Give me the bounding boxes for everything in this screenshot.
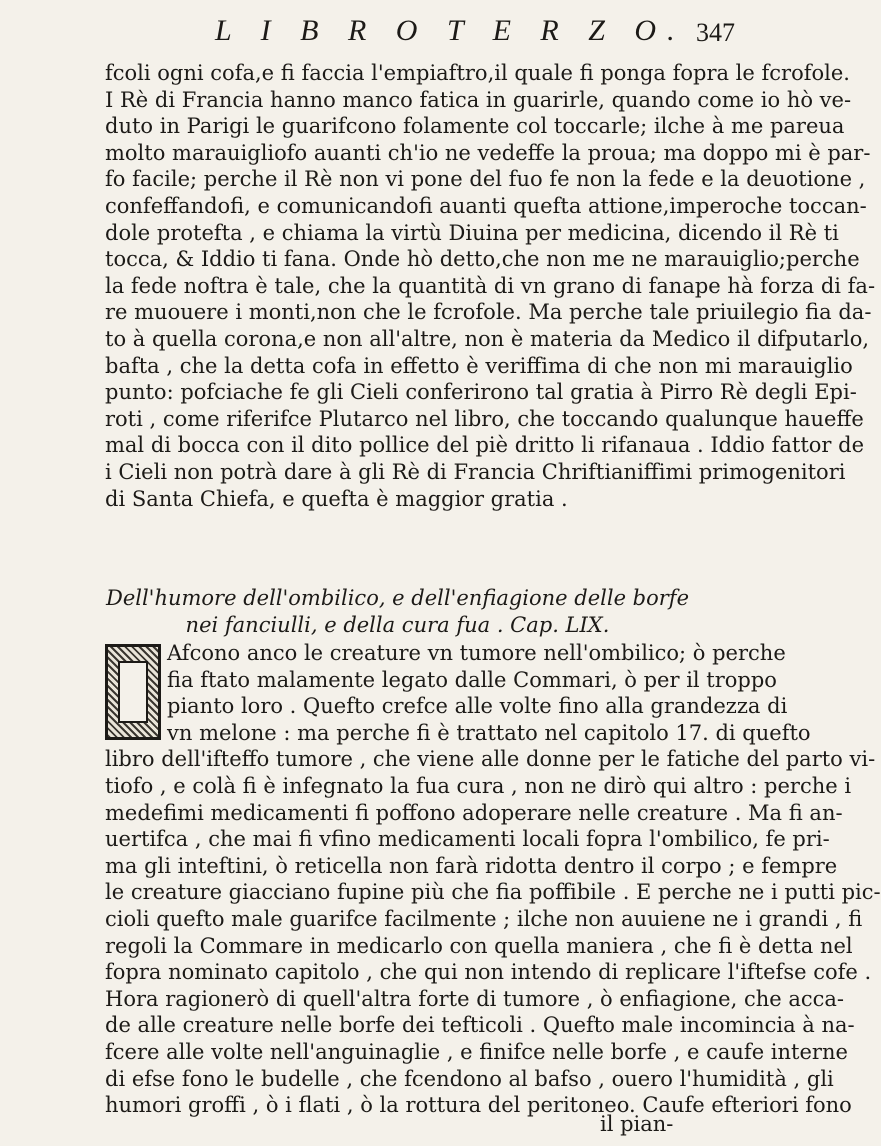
text-line: fo facile; perche il Rè non vi pone del fuo fe non la fede e la deuotione , xyxy=(105,167,866,192)
running-head: L I B R O T E R Z O. xyxy=(215,14,686,47)
page-header xyxy=(215,14,735,58)
text-line: to à quella corona,e non all'altre, non è materia da Medico il difputarlo, xyxy=(105,326,870,351)
page-number: 347 xyxy=(696,18,735,47)
text-line: tiofo , e colà fi è infegnato la fua cura , non ne dirò qui altro : perche i xyxy=(105,773,852,798)
text-line: ma gli inteftini, ò reticella non farà ridotta dentro il corpo ; e fempre xyxy=(105,853,838,878)
text-line: de alle creature nelle borfe dei tefticoli . Quefto male incomincia à na- xyxy=(105,1013,855,1038)
text-line: regoli la Commare in medicarlo con quella maniera , che fi è detta nel xyxy=(105,933,853,958)
text-line: vn melone : ma perche fi è trattato nel capitolo 17. di quefto xyxy=(167,720,811,745)
text-line: re muouere i monti,non che le fcrofole. Ma perche tale priuilegio fia da- xyxy=(105,300,872,325)
text-line: cioli quefto male guarifce facilmente ; ilche non auuiene ne i grandi , fi xyxy=(105,906,863,931)
text-line: di Santa Chiefa, e quefta è maggior gratia . xyxy=(105,486,568,511)
catchword: il pian- xyxy=(600,1112,674,1136)
text-line: dole protefta , e chiama la virtù Diuina per medicina, dicendo il Rè ti xyxy=(105,220,839,245)
chapter-heading-line: nei fanciulli, e della cura fua . Cap. LIX. xyxy=(185,613,610,637)
text-line: I Rè di Francia hanno manco fatica in guarirle, quando come io hò ve- xyxy=(105,87,852,112)
text-line: molto marauigliofo auanti ch'io ne vedeffe la proua; ma doppo mi è par- xyxy=(105,140,871,165)
body-paragraph xyxy=(105,60,876,512)
text-line: le creature giacciano fupine più che fia poffibile . E perche ne i putti pic- xyxy=(105,880,881,905)
text-line: roti , come riferifce Plutarco nel libro, che toccando qualunque haueffe xyxy=(105,406,864,431)
text-line: Afcono anco le creature vn tumore nell'ombilico; ò perche xyxy=(167,641,786,665)
text-line: punto: pofciache fe gli Cieli conferirono tal gratia à Pirro Rè degli Epi- xyxy=(105,380,857,405)
chapter-body xyxy=(105,640,881,1119)
chapter-heading xyxy=(105,585,690,639)
text-line: duto in Parigi le guarifcono folamente col toccarle; ilche à me pareua xyxy=(105,114,845,139)
text-line: la fede noftra è tale, che la quantità di vn grano di fanape hà forza di fa- xyxy=(105,273,876,298)
text-line: medefimi medicamenti fi poffono adoperare nelle creature . Ma fi an- xyxy=(105,800,843,825)
chapter-heading-line: Dell'humore dell'ombilico, e dell'enfiagione delle borfe xyxy=(105,586,690,610)
text-line: fia ftato malamente legato dalle Commari, ò per il troppo xyxy=(167,667,777,692)
text-line: i Cieli non potrà dare à gli Rè di Francia Chriftianiffimi primogenitori xyxy=(105,459,846,484)
text-line: libro dell'ifteffo tumore , che viene alle donne per le fatiche del parto vi- xyxy=(105,747,876,772)
text-line: di efse fono le budelle , che fcendono al bafso , ouero l'humidità , gli xyxy=(105,1066,834,1091)
text-line: Hora ragionerò di quell'altra forte di tumore , ò enfiagione, che acca- xyxy=(105,986,844,1011)
text-line: fcoli ogni cofa,e fi faccia l'empiaftro,il quale fi ponga fopra le fcrofole. xyxy=(105,61,850,85)
text-line: fopra nominato capitolo , che qui non intendo di replicare l'iftefse cofe . xyxy=(105,960,872,985)
text-line: tocca, & Iddio ti fana. Onde hò detto,che non me ne marauiglio;perche xyxy=(105,247,860,272)
text-line: mal di bocca con il dito pollice del piè dritto li rifanaua . Iddio fattor de xyxy=(105,433,864,458)
text-line: pianto loro . Quefto crefce alle volte fino alla grandezza di xyxy=(167,694,788,719)
text-line: confeffandofi, e comunicandofi auanti quefta attione,imperoche toccan- xyxy=(105,193,867,218)
decorated-initial xyxy=(105,644,161,740)
text-line: bafta , che la detta cofa in effetto è veriffima di che non mi marauiglio xyxy=(105,353,853,378)
text-line: fcere alle volte nell'anguinaglie , e finifce nelle borfe , e caufe interne xyxy=(105,1039,848,1064)
text-line: humori groffi , ò i flati , ò la rottura del peritoneo. Caufe efteriori fono xyxy=(105,1093,852,1118)
decorated-initial-frame xyxy=(118,661,148,723)
text-line: uertifca , che mai fi vfino medicamenti locali fopra l'ombilico, fe pri- xyxy=(105,827,830,852)
